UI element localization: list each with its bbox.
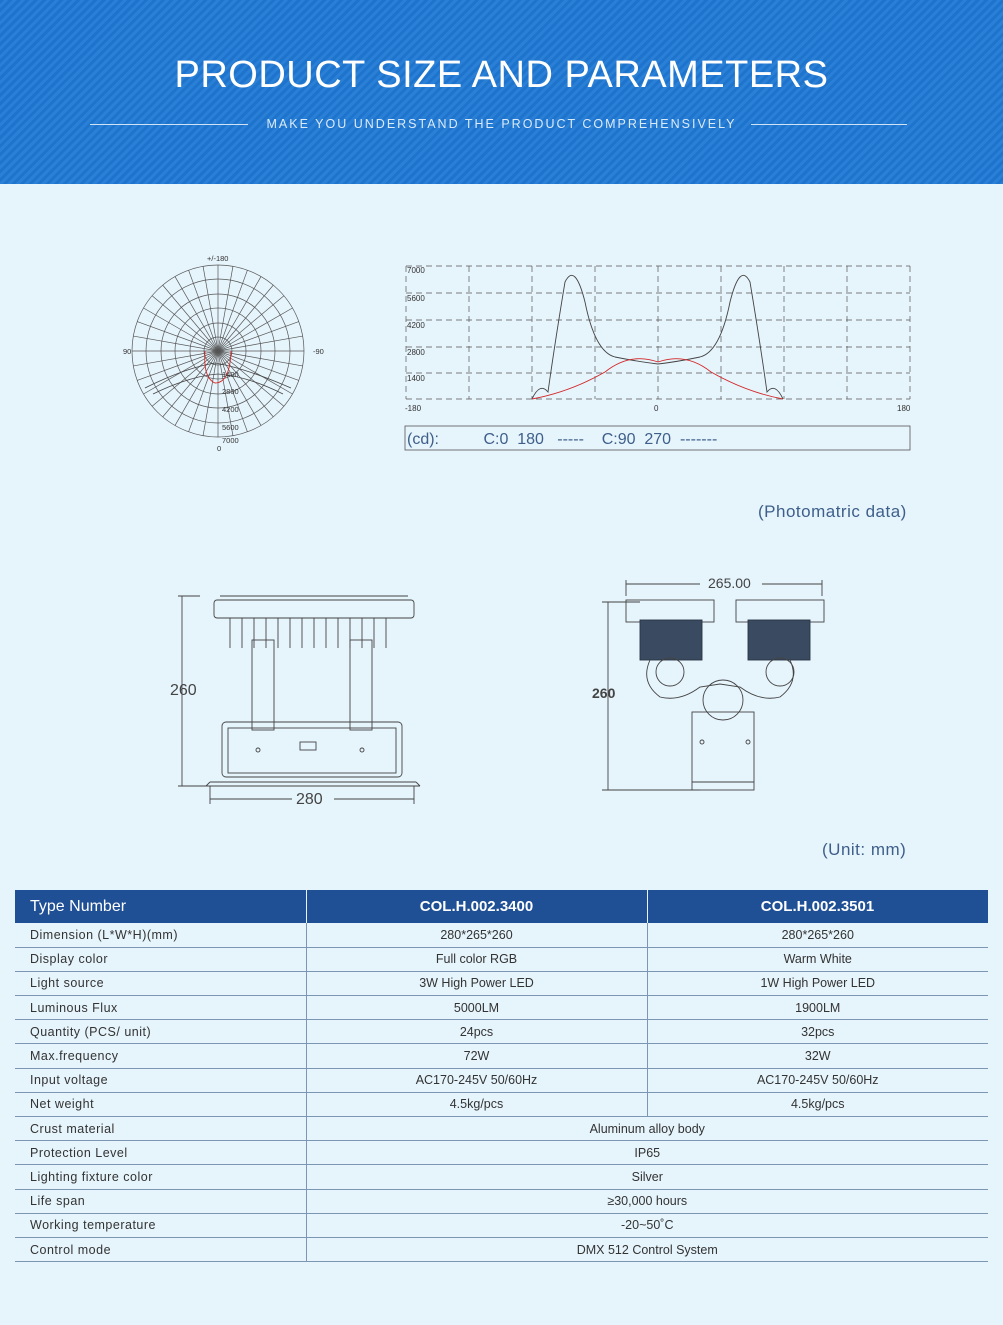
row-label: Protection Level bbox=[15, 1141, 306, 1165]
front-view-drawing bbox=[590, 572, 830, 797]
row-value: 32pcs bbox=[647, 1020, 988, 1044]
polar-ring-label: 1400 bbox=[222, 370, 239, 379]
curve-y-label: 1400 bbox=[407, 374, 425, 383]
row-value: IP65 bbox=[306, 1141, 988, 1165]
side-width-label: 280 bbox=[296, 791, 323, 805]
page-subtitle: MAKE YOU UNDERSTAND THE PRODUCT COMPREHENSIVELY bbox=[266, 117, 737, 131]
curve-x-label: 180 bbox=[897, 404, 911, 413]
row-value: AC170-245V 50/60Hz bbox=[647, 1068, 988, 1092]
row-value: 4.5kg/pcs bbox=[647, 1092, 988, 1116]
row-label: Luminous Flux bbox=[15, 996, 306, 1020]
table-row bbox=[15, 1213, 988, 1237]
curve-legend: (cd): C:0 180 ----- C:90 270 ------- bbox=[407, 431, 718, 448]
row-label: Display color bbox=[15, 947, 306, 971]
table-row bbox=[15, 1020, 988, 1044]
photometric-caption: (Photomatric data) bbox=[758, 502, 907, 521]
row-value: Warm White bbox=[647, 947, 988, 971]
table-row bbox=[15, 1092, 988, 1116]
row-label: Max.frequency bbox=[15, 1044, 306, 1068]
row-value: 3W High Power LED bbox=[306, 971, 647, 995]
row-value: 24pcs bbox=[306, 1020, 647, 1044]
curve-y-label: 5600 bbox=[407, 294, 425, 303]
table-row bbox=[15, 1141, 988, 1165]
row-label: Lighting fixture color bbox=[15, 1165, 306, 1189]
table-row bbox=[15, 1068, 988, 1092]
row-value: 4.5kg/pcs bbox=[306, 1092, 647, 1116]
row-value: 280*265*260 bbox=[306, 923, 647, 947]
row-label: Light source bbox=[15, 971, 306, 995]
row-value: 32W bbox=[647, 1044, 988, 1068]
page-title: PRODUCT SIZE AND PARAMETERS bbox=[174, 54, 829, 96]
row-label: Dimension (L*W*H)(mm) bbox=[15, 923, 306, 947]
front-width-label: 265.00 bbox=[708, 575, 751, 591]
table-row bbox=[15, 947, 988, 971]
polar-right-label: -90 bbox=[313, 347, 324, 356]
table-row bbox=[15, 1237, 988, 1261]
front-height-label: 260 bbox=[592, 685, 616, 701]
model-header: COL.H.002.3501 bbox=[647, 890, 988, 923]
curve-x-label: -180 bbox=[405, 404, 422, 413]
polar-ring-label: 7000 bbox=[222, 436, 239, 445]
row-label: Life span bbox=[15, 1189, 306, 1213]
row-value: Aluminum alloy body bbox=[306, 1117, 988, 1141]
table-row bbox=[15, 1044, 988, 1068]
polar-bottom-label: 0 bbox=[217, 444, 222, 453]
row-value: Full color RGB bbox=[306, 947, 647, 971]
type-number-header: Type Number bbox=[15, 890, 306, 923]
spec-table bbox=[15, 890, 989, 1262]
curve-y-label: 4200 bbox=[407, 321, 425, 330]
row-value: 72W bbox=[306, 1044, 647, 1068]
subtitle-rule-right bbox=[751, 124, 907, 125]
row-label: Quantity (PCS/ unit) bbox=[15, 1020, 306, 1044]
unit-caption: (Unit: mm) bbox=[822, 840, 907, 859]
row-label: Working temperature bbox=[15, 1213, 306, 1237]
row-value: 1900LM bbox=[647, 996, 988, 1020]
table-row bbox=[15, 971, 988, 995]
table-row bbox=[15, 1165, 988, 1189]
row-value: 5000LM bbox=[306, 996, 647, 1020]
row-value: -20~50˚C bbox=[306, 1213, 988, 1237]
row-label: Crust material bbox=[15, 1117, 306, 1141]
row-value: 1W High Power LED bbox=[647, 971, 988, 995]
row-value: DMX 512 Control System bbox=[306, 1237, 988, 1261]
intensity-curve-diagram bbox=[400, 262, 915, 457]
polar-diagram bbox=[115, 248, 335, 458]
row-value: 280*265*260 bbox=[647, 923, 988, 947]
polar-ring-label: 5600 bbox=[222, 423, 239, 432]
curve-y-label: 7000 bbox=[407, 266, 425, 275]
model-header: COL.H.002.3400 bbox=[306, 890, 647, 923]
row-label: Net weight bbox=[15, 1092, 306, 1116]
table-row bbox=[15, 923, 988, 947]
polar-left-label: 90 bbox=[123, 347, 132, 356]
row-value: AC170-245V 50/60Hz bbox=[306, 1068, 647, 1092]
table-row bbox=[15, 1117, 988, 1141]
curve-y-label: 2800 bbox=[407, 348, 425, 357]
header-banner bbox=[0, 0, 1003, 184]
table-header-row bbox=[15, 890, 988, 923]
row-value: ≥30,000 hours bbox=[306, 1189, 988, 1213]
side-view-drawing bbox=[170, 590, 430, 805]
curve-x-label: 0 bbox=[654, 404, 659, 413]
table-row bbox=[15, 996, 988, 1020]
row-label: Input voltage bbox=[15, 1068, 306, 1092]
polar-ring-label: 2800 bbox=[222, 387, 239, 396]
table-row bbox=[15, 1189, 988, 1213]
polar-top-label: +/-180 bbox=[207, 254, 229, 263]
row-value: Silver bbox=[306, 1165, 988, 1189]
side-height-label: 260 bbox=[170, 682, 197, 699]
polar-ring-label: 4200 bbox=[222, 405, 239, 414]
row-label: Control mode bbox=[15, 1237, 306, 1261]
